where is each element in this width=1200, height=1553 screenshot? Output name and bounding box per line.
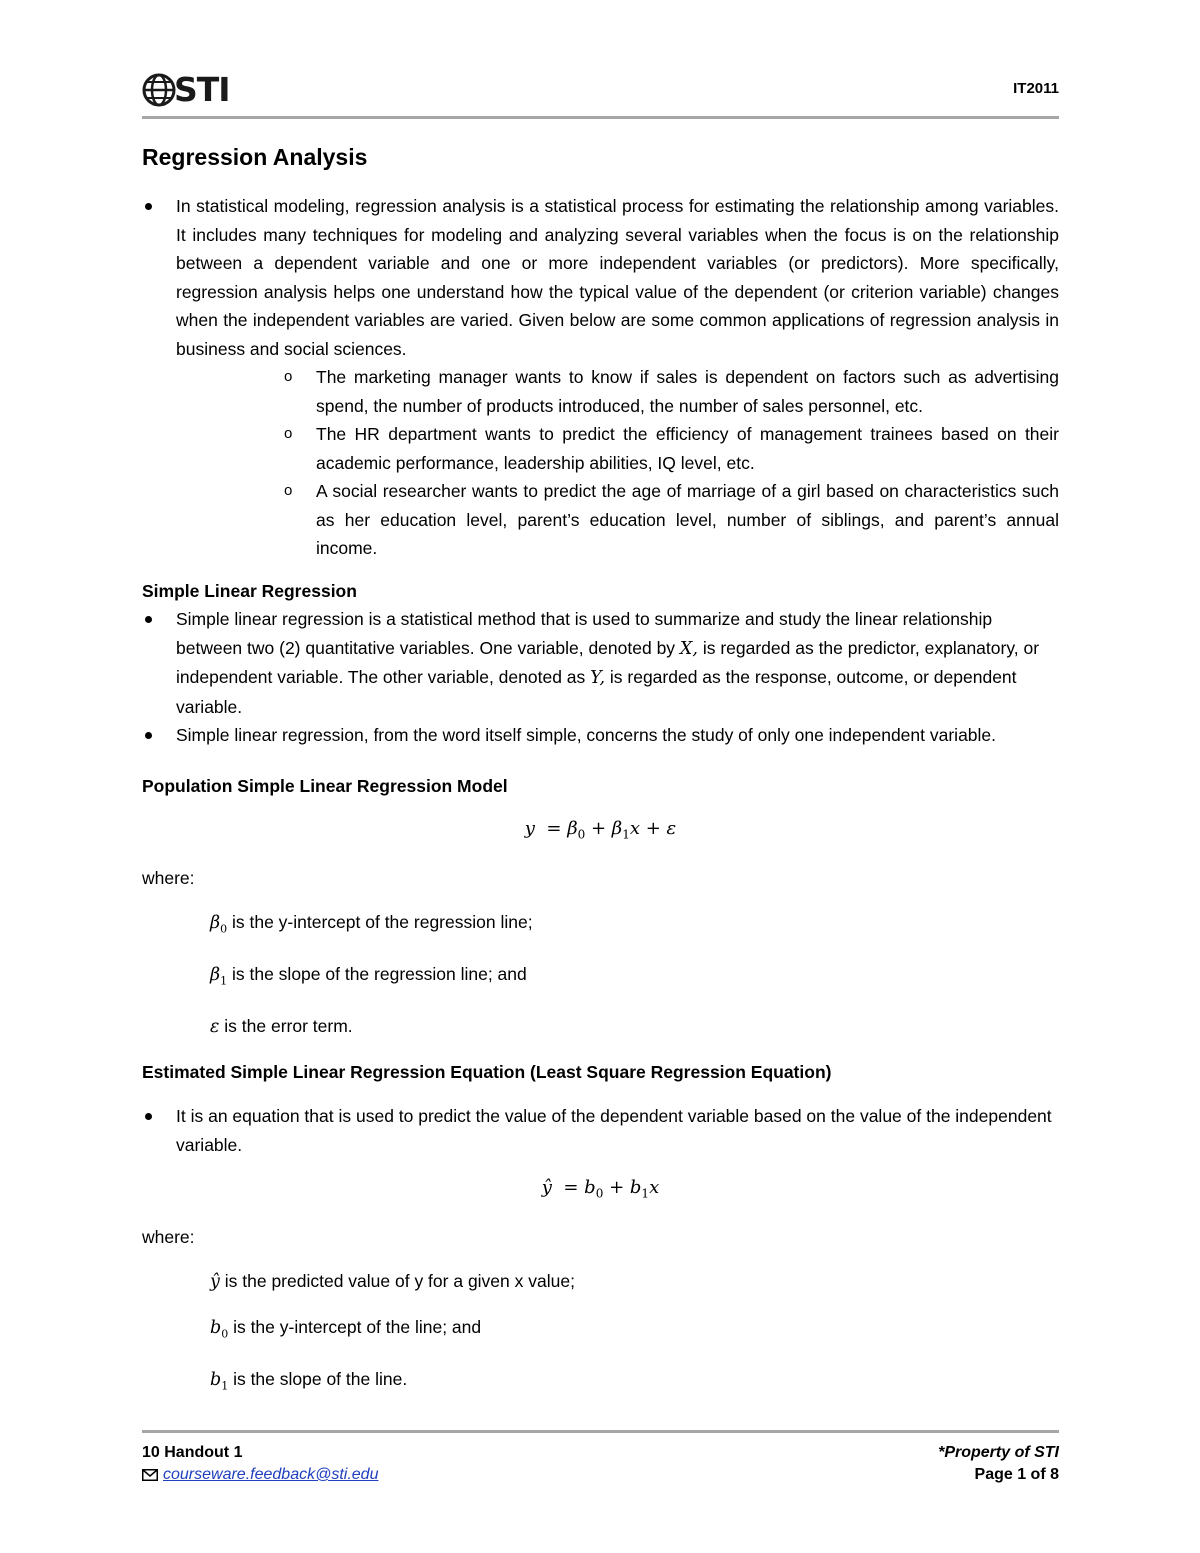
page-title: Regression Analysis bbox=[142, 144, 368, 170]
header-divider bbox=[142, 116, 1059, 119]
slr-list bbox=[142, 605, 1059, 750]
list-item: o The marketing manager wants to know if sales is dependent on factors such as advertising spend, the number of products introduced, the number of sales personnel, etc. bbox=[176, 363, 1059, 420]
page-header bbox=[142, 70, 1059, 120]
estimated-definitions bbox=[142, 1267, 1059, 1401]
list-item: Simple linear regression, from the word itself simple, concerns the study of only one independent variable. bbox=[142, 721, 1059, 750]
y-symbol: Y, bbox=[590, 668, 606, 688]
slr-text-part: is regarded as the response, outcome, or dependent variable. bbox=[176, 667, 1017, 717]
feedback-email-link[interactable]: courseware.feedback@sti.edu bbox=[163, 1466, 379, 1483]
population-equation: $y = \beta_0 + \beta_1x + \varepsilon$ bbox=[524, 818, 677, 842]
definition-row: $\beta_1$ is the slope of the regression line; and bbox=[210, 964, 527, 988]
population-definitions bbox=[142, 908, 1059, 1042]
slr-text-part: Simple linear regression is a statistical method that is used to summarize and study the linear relationship between two (2) quantitative variables. One variable, denoted by bbox=[176, 609, 993, 658]
where-label: where: bbox=[142, 867, 195, 888]
envelope-icon bbox=[142, 1469, 158, 1481]
applications-list bbox=[176, 363, 1059, 563]
estimated-equation: ŷ = $b_0 + b_1x$ bbox=[541, 1177, 660, 1201]
property-notice: *Property of STI bbox=[938, 1444, 1059, 1461]
course-code: IT2011 bbox=[1013, 80, 1059, 97]
definition-row: $b_1$ is the slope of the line. bbox=[210, 1368, 408, 1393]
document-body bbox=[142, 140, 1059, 1401]
intro-text: In statistical modeling, regression analysis is a statistical process for estimating the relationship among variables. It includes many techniques for modeling and analyzing several variables when the focus is on the relationship between a dependent variable and one or more independent variables (or predictors). More specifically, regression analysis helps one understand how the typical value of the dependent (or criterion variable) changes when the independent variables are varied. Given below are some common applications of regression analysis in business and social sciences. bbox=[176, 196, 1059, 359]
globe-icon bbox=[142, 73, 176, 107]
sti-logo bbox=[142, 70, 230, 110]
definition-row: $b_0$ is the y-intercept of the line; and bbox=[210, 1316, 482, 1341]
where-label: where: bbox=[142, 1226, 195, 1247]
handout-label: 10 Handout 1 bbox=[142, 1444, 243, 1461]
section-heading-population-model: Population Simple Linear Regression Model bbox=[142, 775, 508, 796]
x-symbol: X, bbox=[679, 638, 698, 659]
list-item: It is an equation that is used to predict the value of the dependent variable based on the value of the independent variable. bbox=[142, 1102, 1059, 1159]
definition-row: $\beta_0$ is the y-intercept of the regression line; bbox=[210, 912, 533, 936]
intro-list bbox=[142, 192, 1059, 563]
list-item bbox=[142, 605, 1059, 721]
definition-row: ε is the error term. bbox=[210, 1016, 353, 1038]
footer-divider bbox=[142, 1430, 1059, 1433]
page-number: Page 1 of 8 bbox=[974, 1466, 1059, 1483]
slr-text-part: is regarded as the predictor, explanatory, or independent variable. The other variable, denoted as bbox=[176, 637, 1040, 687]
section-heading-estimated-equation: Estimated Simple Linear Regression Equation (Least Square Regression Equation) bbox=[142, 1061, 832, 1082]
logo-text: STI bbox=[174, 70, 230, 109]
list-item bbox=[142, 192, 1059, 563]
estimated-eq-list bbox=[142, 1102, 1059, 1159]
section-heading-slr: Simple Linear Regression bbox=[142, 580, 357, 601]
list-item: o The HR department wants to predict the efficiency of management trainees based on their academic performance, leadership abilities, IQ level, etc. bbox=[176, 420, 1059, 477]
definition-row: ŷ is the predicted value of y for a given x value; bbox=[210, 1271, 575, 1293]
list-item: o A social researcher wants to predict the age of marriage of a girl based on characteristics such as her education level, parent’s education level, number of siblings, and parent’s annual income. bbox=[176, 477, 1059, 563]
